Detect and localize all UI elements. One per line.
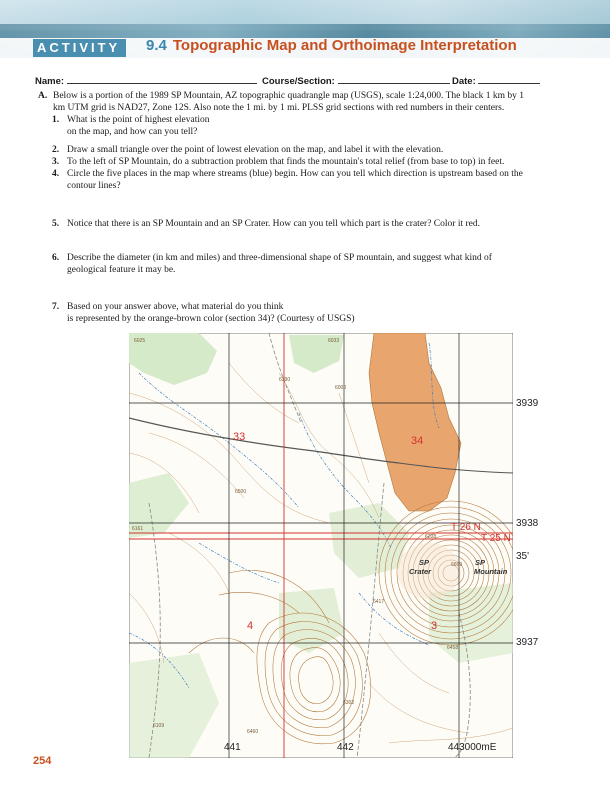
elevation-label: 6033 xyxy=(328,338,340,344)
date-field[interactable] xyxy=(452,74,540,87)
township-north: T 26 N xyxy=(451,522,481,533)
elevation-label: 6208 xyxy=(425,534,437,540)
utm-easting-443000: 443000mE xyxy=(448,742,497,753)
course-label: Course/Section: xyxy=(262,76,335,87)
activity-title xyxy=(146,37,517,54)
township-south: T 25 N xyxy=(481,533,511,544)
elevation-label: 6109 xyxy=(153,723,165,729)
question-5-text: Notice that there is an SP Mountain and an SP Crater. How can you tell which part is the crater? Color it red. xyxy=(67,219,480,229)
elevation-label: 6025 xyxy=(134,338,146,344)
sp-crater-label-2: Crater xyxy=(409,567,432,576)
question-6 xyxy=(52,253,527,276)
elevation-label: 6458 xyxy=(447,645,459,651)
elevation-label: 6161 xyxy=(132,526,144,532)
elevation-label: 6390 xyxy=(279,377,291,383)
page-number: 254 xyxy=(33,755,52,767)
question-2 xyxy=(52,145,527,157)
name-label: Name: xyxy=(35,76,65,87)
utm-northing-3938: 3938 xyxy=(516,518,539,529)
elevation-label: 6460 xyxy=(247,729,259,735)
course-field[interactable] xyxy=(262,74,450,87)
activity-title-text: Topographic Map and Orthoimage Interpretation xyxy=(172,37,517,54)
question-7-text-2: is represented by the orange-brown color (section 34)? (Courtesy of USGS) xyxy=(67,313,355,324)
sp-crater-label-1: SP xyxy=(419,558,430,567)
date-line[interactable] xyxy=(478,74,540,84)
question-6-num: 6. xyxy=(52,253,60,263)
question-6-text: Describe the diameter (in km and miles) and three-dimensional shape of SP mountain, and suggest what kind of geological feature it may be. xyxy=(67,253,492,275)
question-2-num: 2. xyxy=(52,145,60,155)
question-7-text: Based on your answer above, what material do you think xyxy=(67,302,284,312)
question-3-num: 3. xyxy=(52,157,60,167)
section-number-33: 33 xyxy=(233,431,246,443)
section-a-text: Below is a portion of the 1989 SP Mountain, AZ topographic quadrangle map (USGS), scale 1:24,000. The black 1 km by 1 km UTM grid is NAD27, Zone 12S. Also note the 1 mi. by 1 mi. PLSS grid sections with red numbers in their centers. xyxy=(53,91,524,113)
elevation-label: 6302 xyxy=(343,700,355,706)
question-4 xyxy=(52,169,527,192)
topographic-map xyxy=(129,333,513,758)
section-a-label: A. xyxy=(38,91,48,101)
elevation-label: 6669 xyxy=(451,562,463,568)
course-line[interactable] xyxy=(338,74,450,84)
header-banner xyxy=(0,0,610,58)
elevation-label: 6500 xyxy=(235,489,247,495)
utm-easting-441: 441 xyxy=(224,742,241,753)
question-7-num: 7. xyxy=(52,302,60,312)
section-number-3: 3 xyxy=(431,620,438,632)
sp-mountain-label-2: Mountain xyxy=(474,567,508,576)
latitude-label: 35' xyxy=(516,551,530,562)
question-1-num: 1. xyxy=(52,115,60,125)
section-number-4: 4 xyxy=(247,620,254,632)
utm-northing-3939: 3939 xyxy=(516,398,539,409)
question-3-text: To the left of SP Mountain, do a subtraction problem that finds the mountain's total relief (from base to top) in feet. xyxy=(67,157,505,167)
question-3 xyxy=(52,157,527,169)
question-2-text: Draw a small triangle over the point of lowest elevation on the map, and label it with the elevation. xyxy=(67,145,444,155)
question-4-text: Circle the five places in the map where streams (blue) begin. How can you tell which direction is upstream based on the contour lines? xyxy=(67,169,523,191)
question-1-text-2: on the map, and how can you tell? xyxy=(67,126,198,137)
section-number-34: 34 xyxy=(411,435,424,447)
activity-number: 9.4 xyxy=(146,37,167,54)
question-5 xyxy=(52,219,527,231)
elevation-label: 6000 xyxy=(335,385,347,391)
question-1 xyxy=(52,115,527,138)
elevation-label: 6417 xyxy=(373,599,385,605)
question-5-num: 5. xyxy=(52,219,60,229)
name-field[interactable] xyxy=(35,74,257,87)
activity-tag: ACTIVITY xyxy=(33,39,126,57)
date-label: Date: xyxy=(452,76,476,87)
name-line[interactable] xyxy=(67,74,257,84)
utm-easting-442: 442 xyxy=(337,742,354,753)
question-4-num: 4. xyxy=(52,169,60,179)
section-a-intro xyxy=(38,91,533,114)
utm-northing-3937: 3937 xyxy=(516,637,539,648)
sp-mountain-label-1: SP xyxy=(475,558,486,567)
question-7 xyxy=(52,302,527,325)
question-1-text: What is the point of highest elevation xyxy=(67,115,210,125)
